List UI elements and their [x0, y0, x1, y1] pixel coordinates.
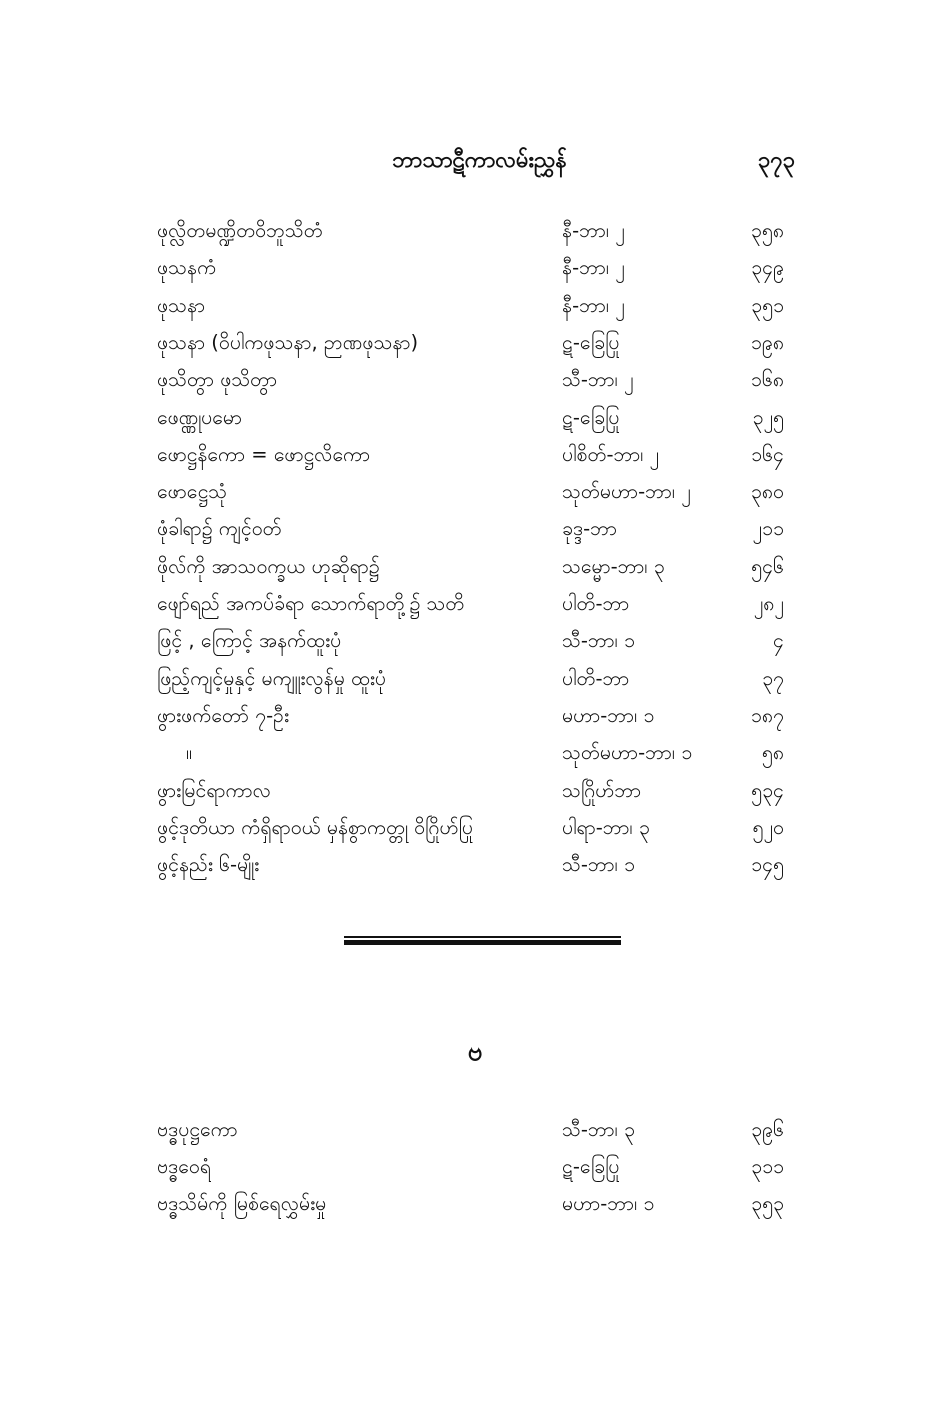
entry-term: ဖြည့်ကျင့်မှုနှင့် မကျူးလွန်မှု ထူးပုံ [157, 666, 386, 690]
index-entry [0, 548, 940, 585]
entry-term: ဖွားမြင်ရာကာလ [157, 778, 271, 802]
entry-source: သုတ်မဟာ-ဘာ၊ ၂ [562, 480, 691, 504]
entry-source: သဂြိုဟ်ဘာ [562, 778, 642, 802]
entry-source: ပါတိ-ဘာ [562, 592, 630, 615]
entry-term: ဖုသနာ [157, 293, 206, 317]
entry-term: ဗဒ္ဓသိမ်ကို မြစ်ရေလွှမ်းမှု [157, 1192, 327, 1215]
index-entry [0, 510, 940, 547]
index-entry [0, 660, 940, 697]
entry-term: ဖောဋ္ဌနိကော = ဖောဋ္ဌလိကော [157, 442, 371, 466]
section-divider [344, 936, 621, 946]
entry-term: ဖေဏ္ဏုပမော [157, 405, 243, 429]
entry-term: ဖုသနာ (ဝိပါကဖုသနာ, ဉာဏဖုသနာ) [157, 330, 419, 354]
entry-page-number: ၂၁၁ [752, 517, 784, 541]
entry-page-number: ၅၂၀ [752, 815, 784, 839]
page-number: ၃၇၃ [757, 148, 795, 173]
entry-source: နီ-ဘာ၊ ၂ [562, 256, 625, 280]
entry-page-number: ၃၅၈ [750, 219, 784, 242]
index-entry [0, 473, 940, 510]
entry-page-number: ၁၈၇ [750, 703, 784, 727]
entry-source: သမ္မော-ဘာ၊ ၃ [562, 554, 665, 578]
entry-page-number: ၅၃၄ [751, 778, 784, 802]
entry-page-number: ၁၆၈ [750, 368, 784, 392]
entry-page-number: ၄ [773, 629, 784, 653]
entry-term: ဖုသိတွာ ဖုသိတွာ [157, 368, 278, 392]
index-entry [0, 212, 940, 249]
index-entry [0, 287, 940, 324]
index-entry [0, 249, 940, 286]
index-entry [0, 1148, 940, 1185]
entry-term: ဗဒ္ဓပုဋ္ဌကော [157, 1118, 238, 1141]
entry-page-number: ၁၄၅ [751, 853, 784, 877]
entry-source: ဋ-ခြေပြု [562, 330, 620, 354]
index-entry [0, 399, 940, 436]
entry-term: ဖုသနကံ [157, 256, 217, 280]
entry-term: ဖွားဖက်တော် ၇-ဦး [157, 703, 289, 727]
index-entry [0, 436, 940, 473]
entry-term: ဗဒ္ဓဝေရံ [157, 1155, 212, 1178]
entry-source: ပါရာ-ဘာ၊ ၃ [562, 815, 650, 839]
entry-term: ။ [186, 741, 192, 765]
index-entry [0, 361, 940, 398]
entry-page-number: ၁၉၈ [750, 330, 784, 354]
entry-source: သီ-ဘာ၊ ၁ [562, 629, 635, 653]
entry-page-number: ၁၆၄ [751, 442, 784, 466]
entry-source: မဟာ-ဘာ၊ ၁ [562, 1192, 655, 1215]
entry-term: ဖျော်ရည် အကပ်ခံရာ သောက်ရာတို့၌ သတိ [157, 592, 465, 615]
entry-source: သီ-ဘာ၊ ၃ [562, 1118, 635, 1141]
entry-source: သီ-ဘာ၊ ၂ [562, 368, 634, 392]
entry-term: ဖုလ္လိတမဏ္ဍိတဝိဘူသိတံ [157, 219, 323, 242]
section-letter-heading: ဗ [467, 1037, 483, 1067]
entry-source: ဋ-ခြေပြု [562, 1155, 620, 1178]
index-entry [0, 622, 940, 659]
entry-term: ဖွင့်နည်း ၆-မျိုး [157, 853, 260, 877]
index-entry [0, 734, 940, 771]
index-entry [0, 809, 940, 846]
entry-source: သီ-ဘာ၊ ၁ [562, 853, 635, 877]
entry-source: ပါတိ-ဘာ [562, 666, 630, 690]
entry-source: မဟာ-ဘာ၊ ၁ [562, 703, 655, 727]
entry-source: နီ-ဘာ၊ ၂ [562, 293, 625, 317]
entry-page-number: ၃၄၉ [751, 256, 784, 280]
entry-page-number: ၅၄၆ [751, 554, 784, 578]
index-entry [0, 324, 940, 361]
entry-term: ဖွင့်ဒုတိယာ ကံရှိရာဝယ် မှန်စွာကတ္တု ဝိဂြိုဟ်ပြု [157, 815, 473, 839]
entry-page-number: ၃၇ [762, 666, 784, 690]
entry-source: သုတ်မဟာ-ဘာ၊ ၁ [562, 741, 693, 765]
divider-thin-rule [344, 936, 621, 938]
entry-page-number: ၅၈ [761, 741, 784, 765]
entry-source: ခုဒ္ဒ-ဘာ [562, 517, 617, 541]
entry-term: ဖုံခါရာ၌ ကျင့်ဝတ် [157, 517, 282, 541]
running-title: ဘာသာဋီကာလမ်းညွှန် [392, 148, 567, 173]
index-entry [0, 846, 940, 883]
entry-page-number: ၃၉၆ [751, 1118, 784, 1141]
index-entry [0, 585, 940, 622]
index-entry [0, 772, 940, 809]
index-entry [0, 1111, 940, 1148]
entry-term: ဖိုလ်ကို အာသဝက္ခယ ဟုဆိုရာ၌ [157, 554, 380, 578]
entry-page-number: ၃၂၅ [752, 405, 784, 429]
entry-page-number: ၃၅၁ [751, 293, 784, 317]
entry-source: ဋ-ခြေပြု [562, 405, 620, 429]
entry-page-number: ၃၁၁ [751, 1155, 784, 1178]
index-entry [0, 697, 940, 734]
entry-page-number: ၃၅၃ [751, 1192, 784, 1215]
entry-page-number: ၃၈၀ [750, 480, 784, 504]
index-entry [0, 1185, 940, 1222]
entry-term: ဖောဋ္ဌေသုံ [157, 480, 228, 504]
entry-term: ဖြင့် , ကြောင့် အနက်ထူးပုံ [157, 629, 342, 653]
entry-source: နီ-ဘာ၊ ၂ [562, 219, 625, 242]
divider-thick-rule [344, 940, 621, 945]
entry-source: ပါစိတ်-ဘာ၊ ၂ [562, 442, 660, 466]
entry-page-number: ၂၈၂ [753, 592, 784, 615]
